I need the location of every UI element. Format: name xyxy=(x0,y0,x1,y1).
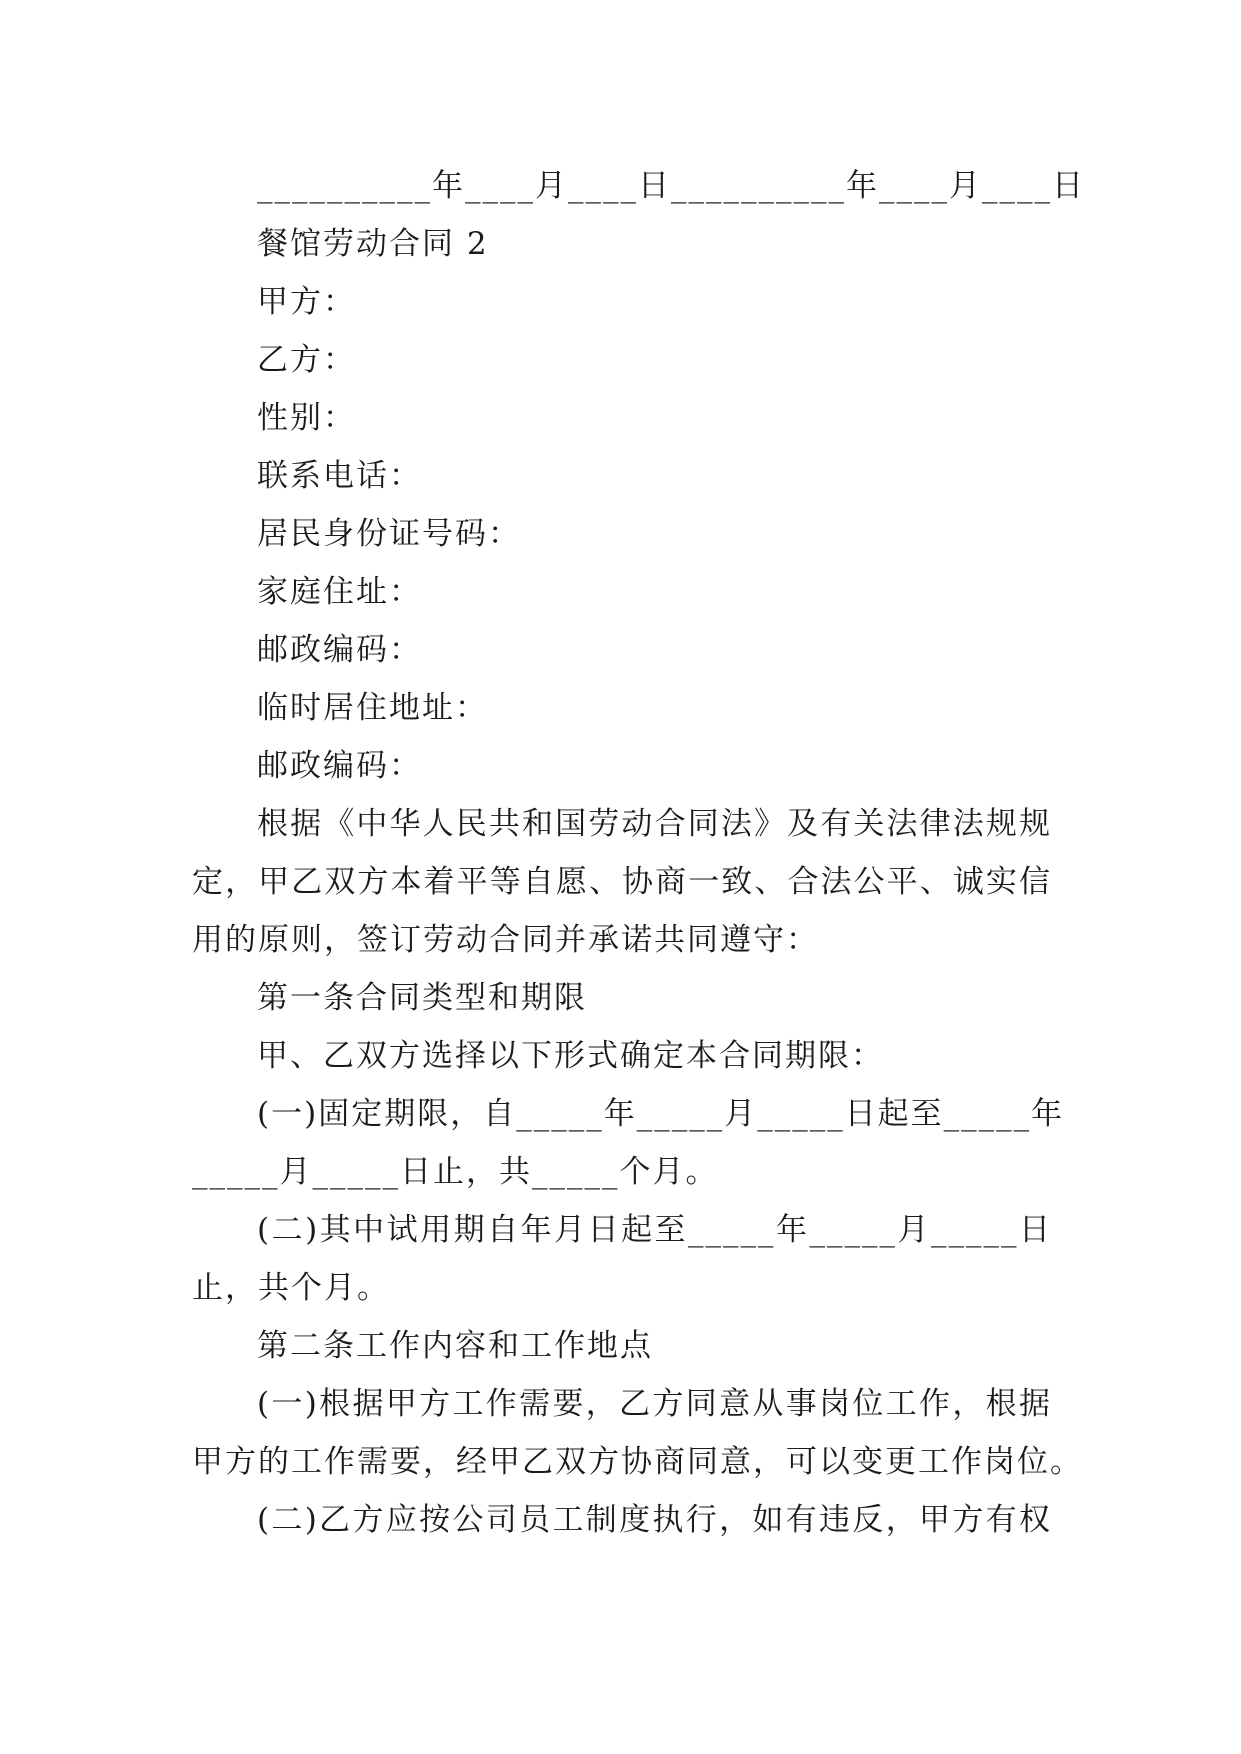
temp-address-field: 临时居住地址： xyxy=(257,690,488,726)
paragraph-line: 根据《中华人民共和国劳动合同法》及有关法律法规规 xyxy=(257,806,1052,842)
section-heading: 第一条合同类型和期限 xyxy=(257,980,587,1016)
paragraph-line: (二)其中试用期自年月日起至_____年_____月_____日 xyxy=(257,1212,1052,1248)
home-address-field: 家庭住址： xyxy=(257,574,422,610)
paragraph-line: 止，共个月。 xyxy=(192,1270,390,1306)
gender-field: 性别： xyxy=(257,400,356,436)
paragraph-line: (一)固定期限，自_____年_____月_____日起至_____年 xyxy=(257,1096,1065,1132)
paragraph-line: _____月_____日止，共_____个月。 xyxy=(192,1154,719,1190)
paragraph-line: (二)乙方应按公司员工制度执行，如有违反，甲方有权 xyxy=(257,1502,1052,1538)
signature-date-line: __________年____月____日__________年____月____日 xyxy=(257,168,1085,204)
postal-code-field: 邮政编码： xyxy=(257,632,422,668)
paragraph-line: 定，甲乙双方本着平等自愿、协商一致、合法公平、诚实信 xyxy=(192,864,1052,900)
paragraph-line: 甲方的工作需要，经甲乙双方协商同意，可以变更工作岗位。 xyxy=(192,1444,1083,1480)
postal-code-field-2: 邮政编码： xyxy=(257,748,422,784)
phone-field: 联系电话： xyxy=(257,458,422,494)
document-title: 餐馆劳动合同 2 xyxy=(257,226,489,262)
paragraph-line: (一)根据甲方工作需要，乙方同意从事岗位工作，根据 xyxy=(257,1386,1052,1422)
party-b-field: 乙方： xyxy=(257,342,356,378)
section-heading: 第二条工作内容和工作地点 xyxy=(257,1328,653,1364)
id-number-field: 居民身份证号码： xyxy=(257,516,521,552)
paragraph-line: 用的原则，签订劳动合同并承诺共同遵守： xyxy=(192,922,819,958)
party-a-field: 甲方： xyxy=(257,284,356,320)
paragraph-line: 甲、乙双方选择以下形式确定本合同期限： xyxy=(257,1038,884,1074)
